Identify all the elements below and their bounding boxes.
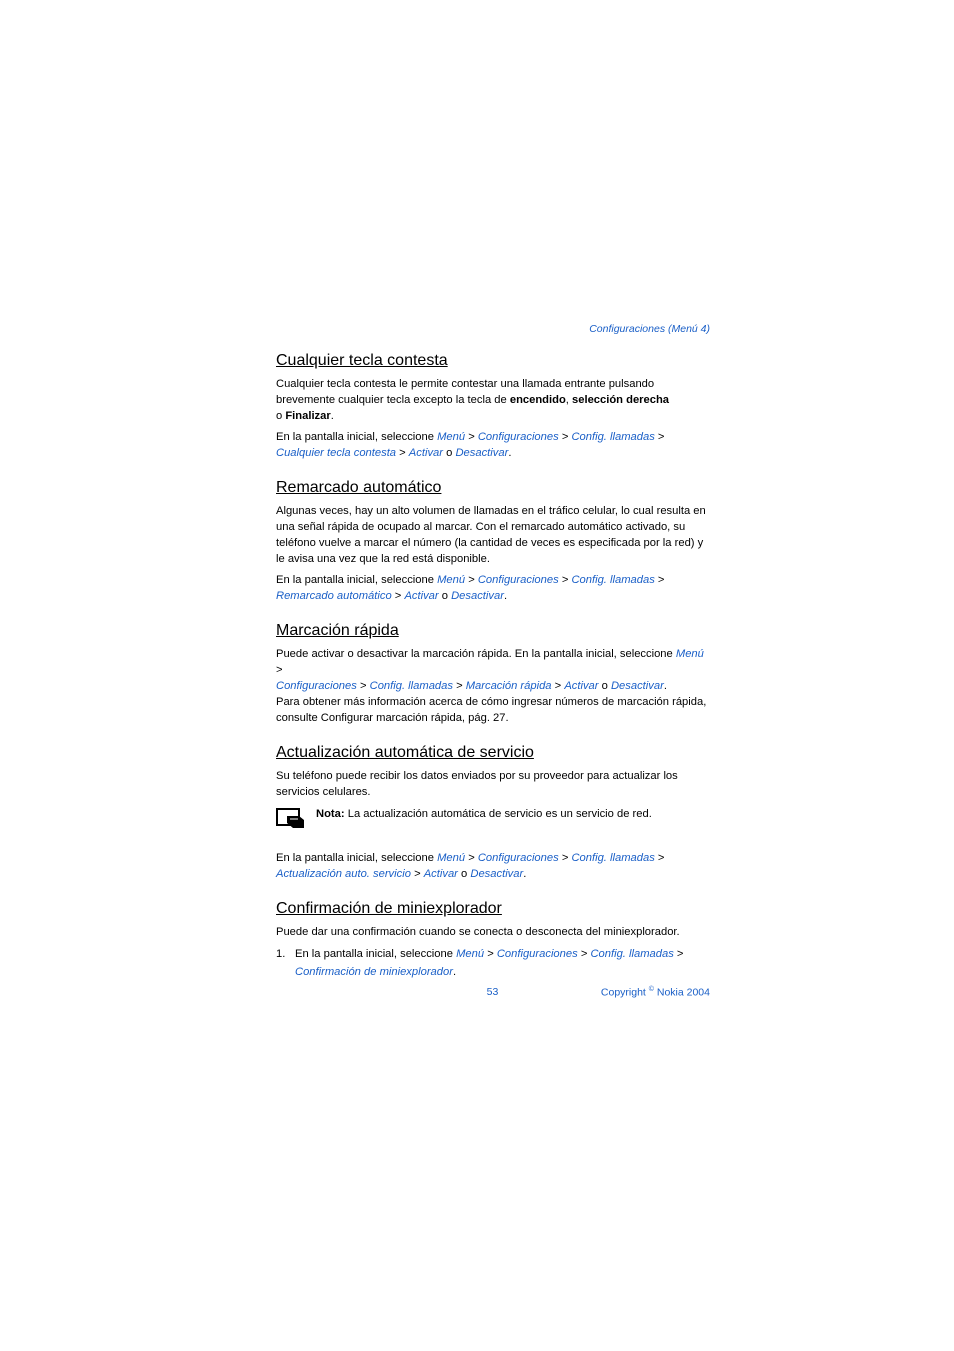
list-item — [276, 945, 712, 981]
text: Nokia 2004 — [653, 986, 710, 999]
menu-link[interactable]: Activar — [564, 680, 599, 692]
section-heading: Confirmación de miniexplorador — [276, 900, 502, 917]
text: o — [446, 447, 453, 459]
menu-path-paragraph — [276, 429, 712, 461]
separator: > — [468, 852, 475, 864]
menu-link[interactable]: Menú — [675, 648, 704, 660]
separator: > — [456, 680, 463, 692]
menu-link[interactable]: Desactivar — [610, 680, 664, 692]
key-name: selección derecha — [572, 394, 670, 406]
text: . — [330, 410, 334, 422]
text: En la pantalla inicial, seleccione — [276, 852, 438, 864]
menu-link[interactable]: Menú — [437, 431, 466, 443]
menu-link[interactable]: Menú — [456, 948, 485, 960]
text: Copyright — [600, 986, 646, 999]
menu-link[interactable]: Config. llamadas — [571, 574, 655, 586]
menu-link[interactable]: Configuraciones — [276, 680, 357, 692]
section-heading: Marcación rápida — [276, 622, 399, 639]
separator: > — [394, 590, 402, 602]
separator: > — [657, 852, 665, 864]
text: . — [663, 680, 667, 692]
page-number: 53 — [486, 986, 499, 998]
section-paragraph — [276, 646, 712, 726]
menu-link[interactable]: Menú — [437, 852, 466, 864]
text: o — [601, 680, 608, 692]
text: o — [276, 410, 286, 422]
text: , — [565, 394, 569, 406]
section-heading: Actualización automática de servicio — [276, 744, 534, 761]
text: . — [503, 590, 508, 602]
section-confirmacion-miniexplorador — [276, 898, 712, 981]
text: Para obtener más información acerca de cómo ingresar números de marcación rápida, consulte Configurar marcación rápida, pág. 27. — [276, 696, 707, 724]
step-text — [295, 945, 683, 981]
menu-link[interactable]: Desactivar — [455, 447, 509, 459]
separator: > — [468, 574, 475, 586]
section-actualizacion-servicio — [276, 742, 712, 882]
text: Puede activar o desactivar la marcación rápida. En la pantalla inicial, seleccione — [276, 648, 676, 660]
section-heading: Cualquier tecla contesta — [276, 352, 448, 369]
separator: > — [487, 948, 494, 960]
copyright-symbol: © — [648, 986, 654, 993]
separator: > — [580, 948, 588, 960]
menu-link[interactable]: Activar — [423, 868, 458, 880]
separator: > — [561, 852, 569, 864]
section-paragraph: Su teléfono puede recibir los datos enviados por su proveedor para actualizar los servicios celulares. — [276, 770, 678, 798]
menu-link[interactable]: Confirmación de miniexplorador — [295, 966, 453, 978]
text: La actualización automática de servicio es un servicio de red. — [344, 808, 652, 820]
menu-link[interactable]: Config. llamadas — [369, 680, 453, 692]
step-number: 1. — [276, 948, 286, 960]
section-cualquier-tecla — [276, 350, 712, 461]
menu-path-paragraph — [276, 572, 712, 604]
text: . — [523, 868, 527, 880]
key-name: Finalizar — [285, 410, 331, 422]
text: . — [508, 447, 512, 459]
note-hand-icon — [276, 806, 306, 830]
menu-link[interactable]: Configuraciones — [477, 431, 559, 443]
separator: > — [399, 447, 406, 459]
menu-link[interactable]: Activar — [408, 447, 443, 459]
section-remarcado — [276, 477, 712, 604]
key-name: encendido — [509, 394, 566, 406]
menu-path-paragraph — [276, 850, 712, 882]
menu-link[interactable]: Actualización auto. servicio — [276, 868, 411, 880]
separator: > — [468, 431, 475, 443]
section-paragraph — [276, 376, 712, 424]
separator: > — [676, 948, 684, 960]
section-heading: Remarcado automático — [276, 479, 442, 496]
text: Cualquier tecla contesta le permite contestar una llamada entrante pulsando brevemente cualquier tecla excepto la tecla de — [276, 378, 655, 406]
text: En la pantalla inicial, seleccione — [276, 431, 438, 443]
menu-link[interactable]: Config. llamadas — [590, 948, 674, 960]
section-paragraph: Puede dar una confirmación cuando se conecta o desconecta del miniexplorador. — [276, 926, 680, 938]
menu-link[interactable]: Menú — [437, 574, 466, 586]
menu-link[interactable]: Configuraciones — [477, 852, 559, 864]
menu-link[interactable]: Cualquier tecla contesta — [276, 447, 397, 459]
page-content — [276, 350, 712, 997]
menu-link[interactable]: Config. llamadas — [571, 431, 655, 443]
separator: > — [276, 664, 283, 676]
text: o — [461, 868, 468, 880]
separator: > — [561, 574, 569, 586]
note-label-colon: : — [340, 808, 345, 820]
menu-link[interactable]: Desactivar — [470, 868, 524, 880]
separator: > — [561, 431, 569, 443]
note-label: Nota — [316, 808, 341, 820]
text: En la pantalla inicial, seleccione — [295, 948, 457, 960]
note-text — [316, 806, 652, 822]
separator: > — [657, 574, 665, 586]
section-marcacion-rapida — [276, 620, 712, 726]
text: o — [441, 590, 448, 602]
separator: > — [359, 680, 367, 692]
note-box — [276, 806, 712, 830]
menu-link[interactable]: Activar — [404, 590, 439, 602]
separator: > — [414, 868, 421, 880]
separator: > — [554, 680, 562, 692]
menu-link[interactable]: Marcación rápida — [465, 680, 552, 692]
step-list — [276, 945, 712, 981]
text: . — [452, 966, 457, 978]
running-header: Configuraciones (Menú 4) — [589, 323, 710, 335]
separator: > — [657, 431, 665, 443]
copyright-notice — [560, 986, 710, 999]
menu-link[interactable]: Configuraciones — [496, 948, 578, 960]
menu-link[interactable]: Desactivar — [451, 590, 504, 602]
menu-link[interactable]: Config. llamadas — [571, 852, 655, 864]
text: En la pantalla inicial, seleccione — [276, 574, 438, 586]
section-paragraph: Algunas veces, hay un alto volumen de llamadas en el tráfico celular, lo cual resulta en una señal rápida de ocupado al marcar. Con el remarcado automático activado, su teléfono vuelve a marcar el número (la cantidad de veces es especificada por la red) y le avisa una vez que la red está disponible. — [276, 505, 706, 565]
menu-link[interactable]: Remarcado automático — [276, 590, 392, 602]
menu-link[interactable]: Configuraciones — [477, 574, 559, 586]
